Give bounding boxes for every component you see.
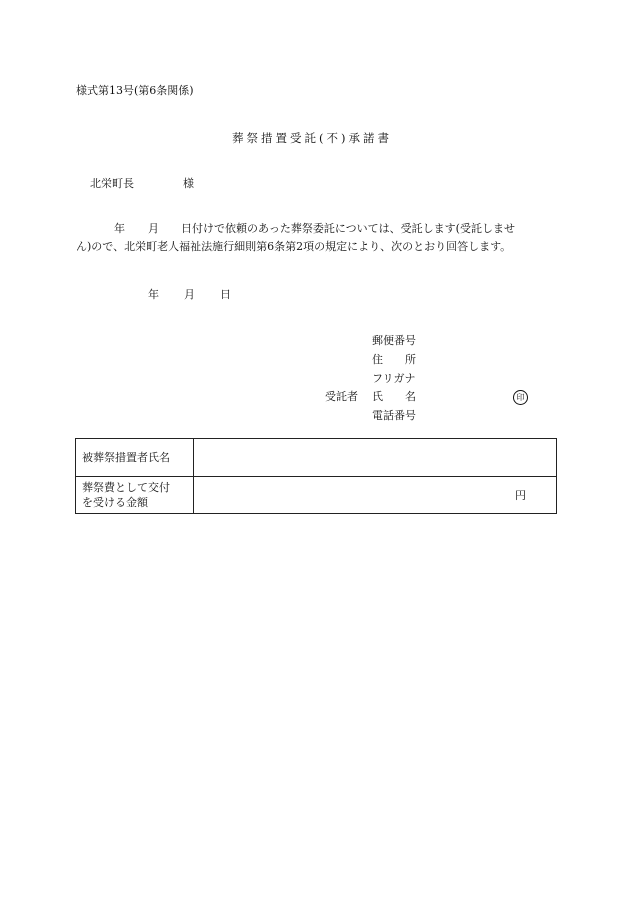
response-date-year: 年 [148,288,159,301]
document-title: 葬祭措置受託(不)承諾書 [232,131,392,145]
form-table [75,438,557,514]
seal-mark: 印 [513,390,528,405]
body-date-month: 月 [148,222,159,235]
body-date-year: 年 [114,222,125,235]
body-paragraph [76,220,558,256]
response-date-month: 月 [184,288,195,301]
trustee-furigana-label: フリガナ [372,372,416,385]
trustee-name-label: 氏 名 [372,390,416,403]
funeral-amount-field[interactable] [194,477,557,514]
funeral-amount-label-line-1: 葬祭費として交付 [82,481,170,494]
yen-unit: 円 [515,489,526,502]
trustee-heading: 受託者 [325,390,358,403]
response-date-day: 日 [220,288,231,301]
body-line-1 [76,220,558,238]
body-line-1-text: 日付けで依頼のあった葬祭委託については、受託します(受託しませ [181,222,515,235]
addressee-org: 北栄町長 [90,177,134,190]
form-number: 様式第13号(第6条関係) [76,84,194,97]
funeral-amount-label [76,477,194,514]
table-row [76,477,557,514]
body-line-2: ん)ので、北栄町老人福祉法施行細則第6条第2項の規定により、次のとおり回答します。 [76,240,512,253]
table-row [76,439,557,477]
funeral-amount-label-line-2: を受ける金額 [82,496,148,509]
addressee-suffix: 様 [183,177,194,190]
deceased-name-label: 被葬祭措置者氏名 [76,439,194,477]
trustee-address-label: 住 所 [372,353,416,366]
deceased-name-field[interactable] [194,439,557,477]
trustee-phone-label: 電話番号 [372,409,416,422]
trustee-postal-label: 郵便番号 [372,334,416,347]
